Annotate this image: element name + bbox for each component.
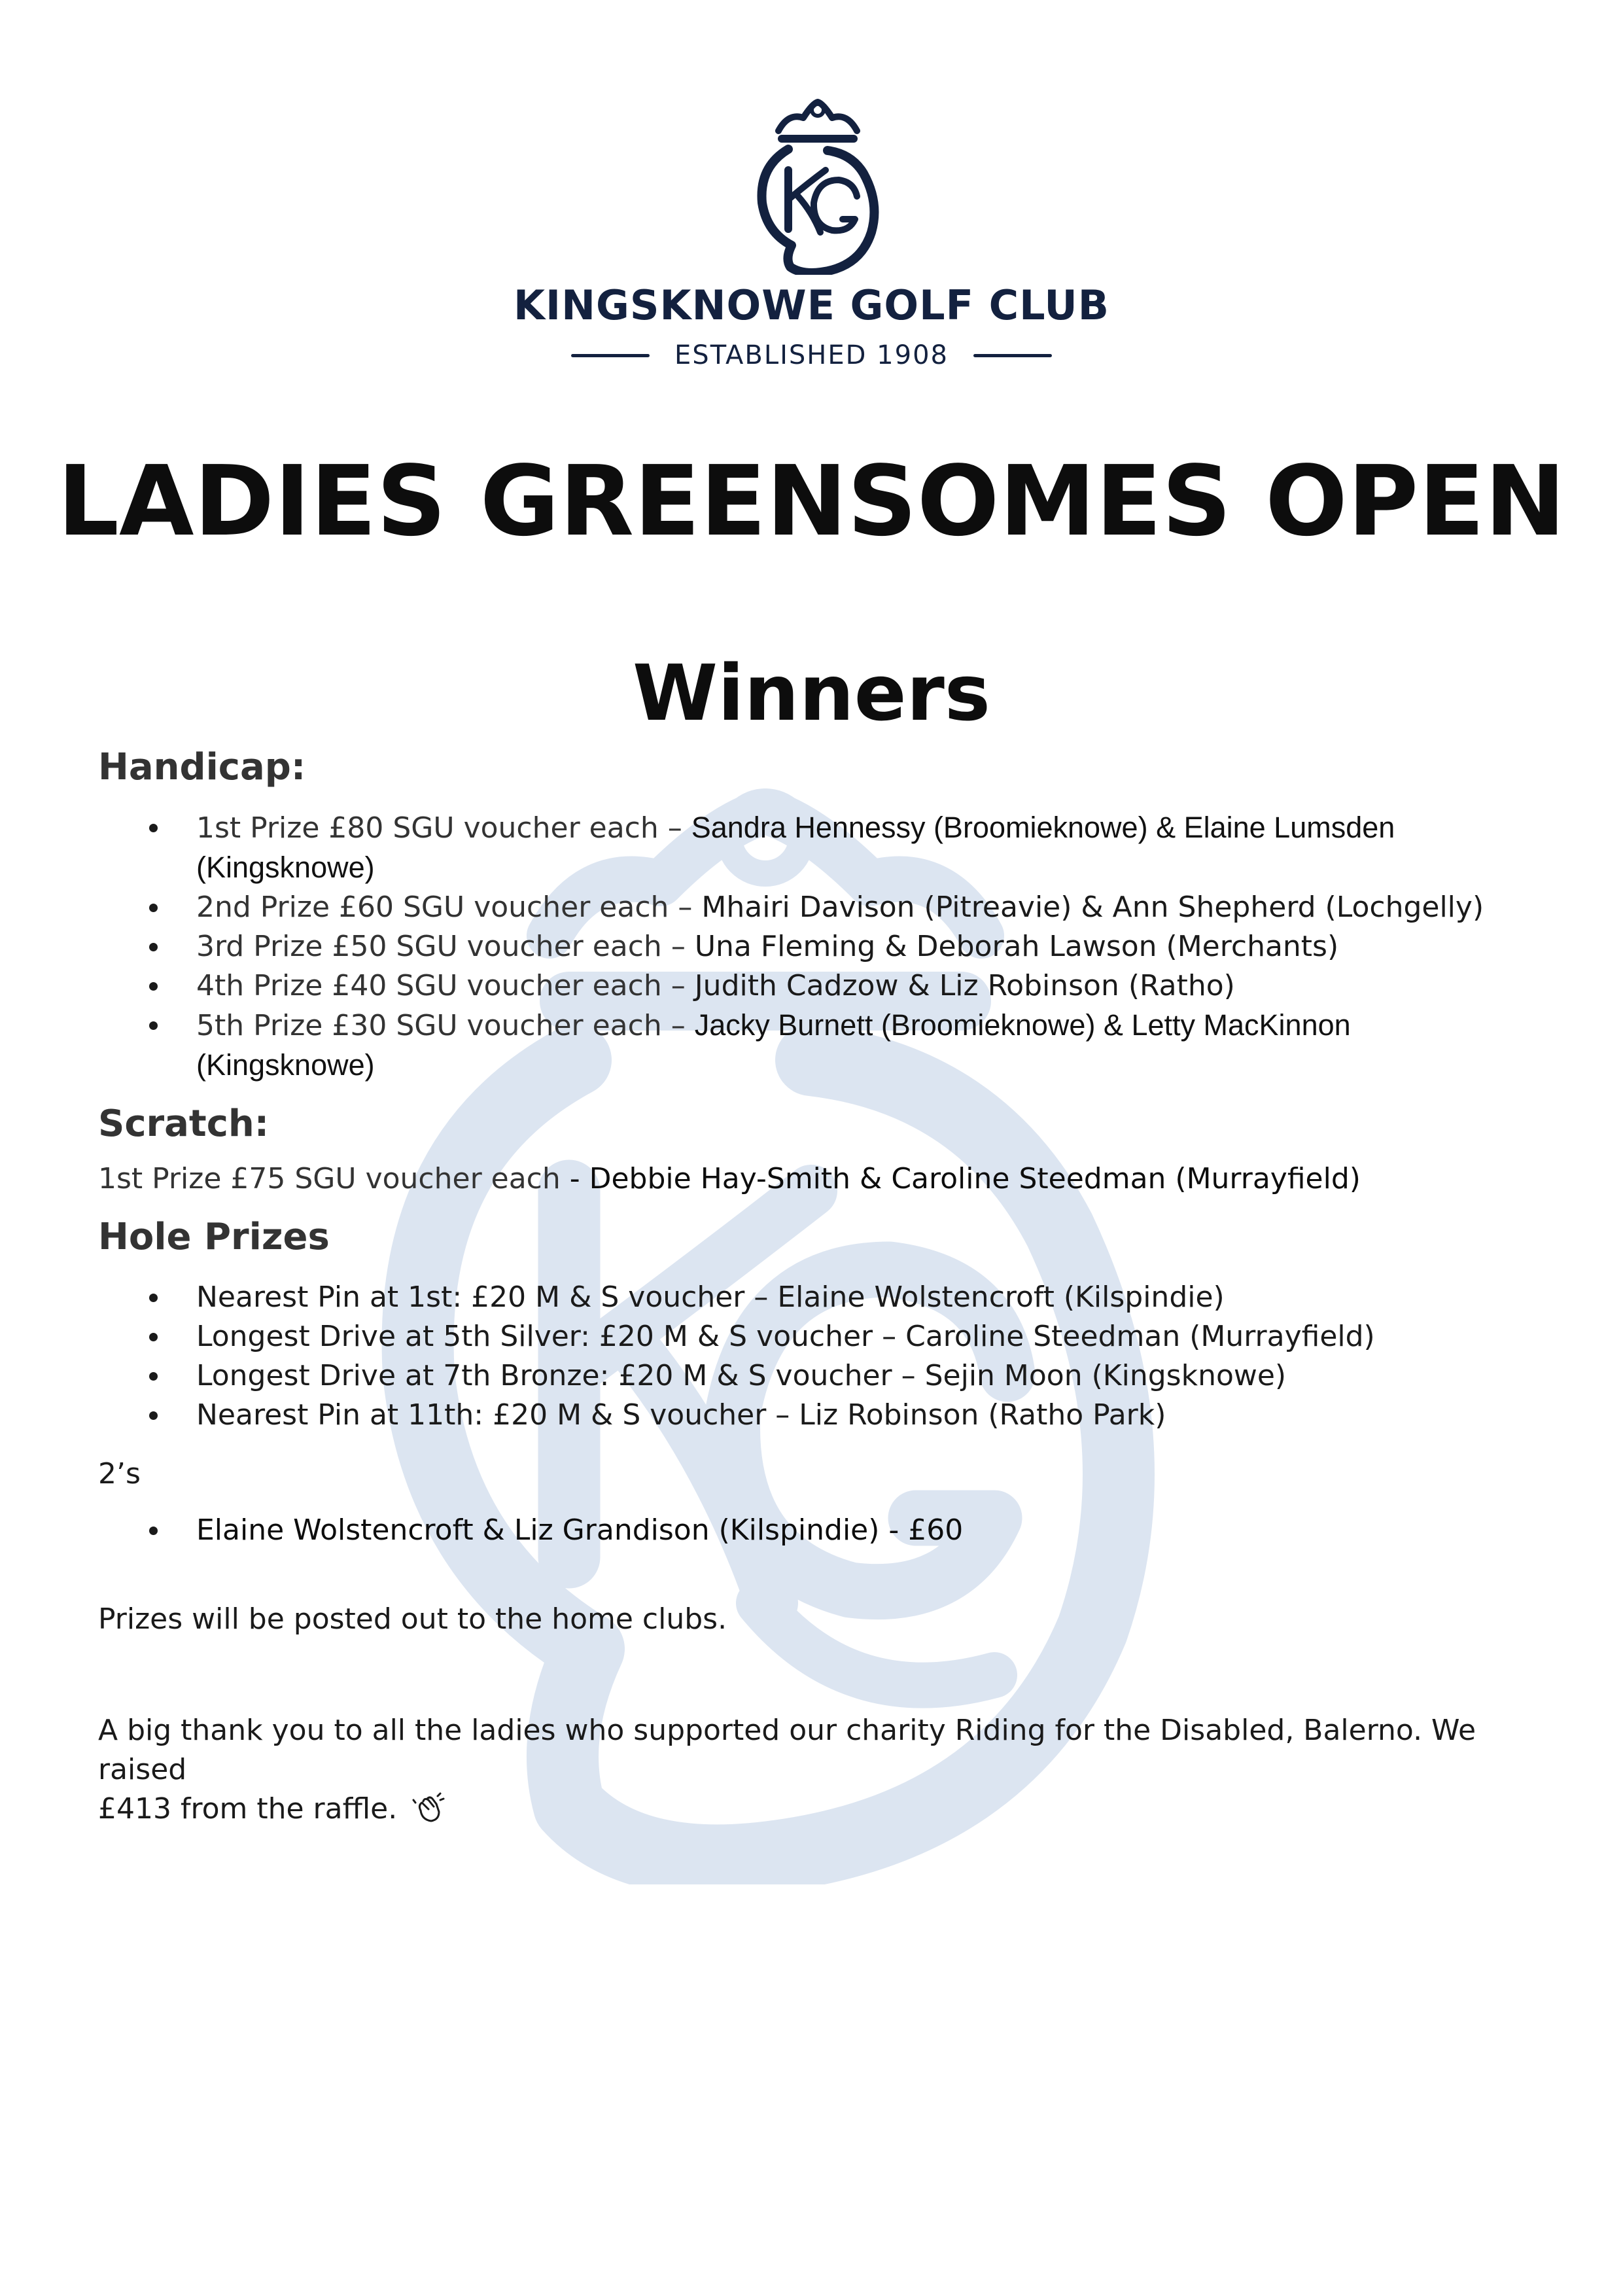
club-name: KINGSKNOWE GOLF CLUB bbox=[514, 281, 1109, 329]
established-text: ESTABLISHED 1908 bbox=[674, 340, 949, 370]
bullet-icon bbox=[149, 1411, 158, 1420]
list-item: Nearest Pin at 11th: £20 M & S voucher – Liz Robinson (Ratho Park) bbox=[98, 1396, 1524, 1435]
bullet-icon bbox=[149, 824, 158, 832]
bullet-icon bbox=[149, 1294, 158, 1302]
bullet-icon bbox=[149, 1527, 158, 1535]
thanks-note: A big thank you to all the ladies who supported our charity Riding for the Disabled, Balerno. We raised £413 from the raffle. bbox=[98, 1714, 1476, 1826]
established-row bbox=[0, 340, 1623, 370]
posted-note: Prizes will be posted out to the home clubs. bbox=[98, 1602, 727, 1636]
kgc-crest-icon bbox=[752, 98, 883, 275]
bullet-icon bbox=[149, 982, 158, 991]
hole-prizes-heading: Hole Prizes bbox=[98, 1216, 330, 1258]
list-item: Elaine Wolstencroft & Liz Grandison (Kilspindie) - £60 bbox=[98, 1511, 1524, 1550]
handicap-heading: Handicap: bbox=[98, 746, 306, 788]
divider-left bbox=[571, 354, 650, 357]
event-title: LADIES GREENSOMES OPEN bbox=[57, 445, 1566, 557]
bullet-icon bbox=[149, 943, 158, 951]
bullet-icon bbox=[149, 1333, 158, 1341]
list-item: 2nd Prize £60 SGU voucher each – Mhairi Davison (Pitreavie) & Ann Shepherd (Lochgelly) bbox=[98, 888, 1524, 927]
list-item: 4th Prize £40 SGU voucher each – Judith Cadzow & Liz Robinson (Ratho) bbox=[98, 966, 1524, 1006]
list-item: Longest Drive at 5th Silver: £20 M & S voucher – Caroline Steedman (Murrayfield) bbox=[98, 1317, 1524, 1356]
divider-right bbox=[973, 354, 1052, 357]
list-item: 5th Prize £30 SGU voucher each – Jacky Burnett (Broomieknowe) & Letty MacKinnon (Kingsknowe) bbox=[98, 1006, 1524, 1086]
twos-heading: 2’s bbox=[98, 1457, 141, 1491]
bullet-icon bbox=[149, 1021, 158, 1030]
winners-heading: Winners bbox=[632, 648, 991, 738]
clapping-hands-icon bbox=[411, 1791, 445, 1825]
list-item: Longest Drive at 7th Bronze: £20 M & S voucher – Sejin Moon (Kingsknowe) bbox=[98, 1356, 1524, 1396]
twos-list bbox=[98, 1511, 1524, 1550]
list-item: Nearest Pin at 1st: £20 M & S voucher – Elaine Wolstencroft (Kilspindie) bbox=[98, 1278, 1524, 1317]
results-content bbox=[98, 746, 1524, 1829]
bullet-icon bbox=[149, 904, 158, 912]
scratch-result: 1st Prize £75 SGU voucher each - Debbie Hay-Smith & Caroline Steedman (Murrayfield) bbox=[98, 1162, 1361, 1195]
scratch-heading: Scratch: bbox=[98, 1103, 270, 1145]
handicap-list bbox=[98, 808, 1524, 1086]
hole-prizes-list bbox=[98, 1278, 1524, 1435]
bullet-icon bbox=[149, 1372, 158, 1381]
list-item: 3rd Prize £50 SGU voucher each – Una Fleming & Deborah Lawson (Merchants) bbox=[98, 927, 1524, 966]
list-item: 1st Prize £80 SGU voucher each – Sandra Hennessy (Broomieknowe) & Elaine Lumsden (Kingsknowe) bbox=[98, 808, 1524, 888]
